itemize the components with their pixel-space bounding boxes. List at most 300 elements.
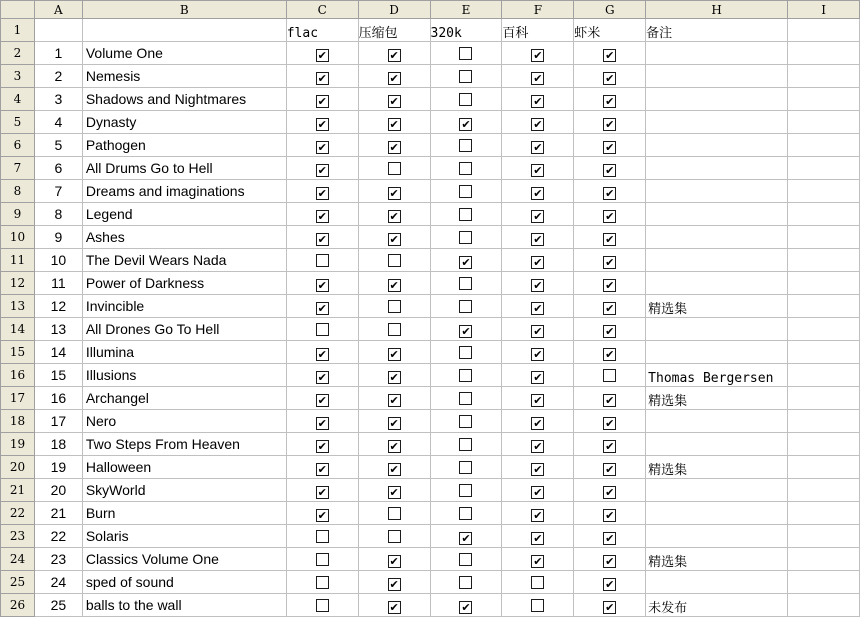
column-header-f[interactable]: F <box>502 1 574 19</box>
cell-d <box>358 433 430 456</box>
row-header[interactable]: 25 <box>1 571 35 594</box>
checkbox-checked[interactable]: ✔ <box>389 578 399 591</box>
checkbox-checked[interactable]: ✔ <box>389 72 399 85</box>
album-number[interactable]: 24 <box>34 571 82 594</box>
checkbox-checked[interactable]: ✔ <box>605 325 615 338</box>
checkbox-checked[interactable]: ✔ <box>389 371 399 384</box>
checkbox-checked[interactable]: ✔ <box>605 210 615 223</box>
album-name[interactable]: Halloween <box>82 456 286 479</box>
checkbox-checked[interactable]: ✔ <box>605 486 615 499</box>
checkbox-checked[interactable]: ✔ <box>317 279 327 292</box>
column-header-g[interactable]: G <box>574 1 646 19</box>
checkbox-checked[interactable]: ✔ <box>461 325 471 338</box>
row-header[interactable]: 18 <box>1 410 35 433</box>
album-number[interactable]: 5 <box>34 134 82 157</box>
cell-c <box>286 295 358 318</box>
album-name[interactable]: All Drums Go to Hell <box>82 157 286 180</box>
empty-cell[interactable] <box>788 134 860 157</box>
empty-cell[interactable] <box>788 364 860 387</box>
checkbox-checked[interactable]: ✔ <box>533 463 543 476</box>
album-number[interactable]: 20 <box>34 479 82 502</box>
checkbox-checked[interactable]: ✔ <box>389 95 399 108</box>
checkbox-unchecked[interactable] <box>316 254 329 267</box>
checkbox-unchecked[interactable] <box>459 576 472 589</box>
album-name[interactable]: Archangel <box>82 387 286 410</box>
checkbox-checked[interactable]: ✔ <box>317 141 327 154</box>
checkbox-checked[interactable]: ✔ <box>389 141 399 154</box>
notes-cell[interactable] <box>646 571 788 594</box>
checkbox-checked[interactable]: ✔ <box>317 95 327 108</box>
album-number[interactable]: 4 <box>34 111 82 134</box>
checkbox-checked[interactable]: ✔ <box>605 49 615 62</box>
album-number[interactable]: 8 <box>34 203 82 226</box>
checkbox-checked[interactable]: ✔ <box>605 141 615 154</box>
checkbox-checked[interactable]: ✔ <box>389 417 399 430</box>
empty-cell[interactable] <box>788 594 860 617</box>
empty-cell[interactable] <box>788 410 860 433</box>
album-number[interactable]: 19 <box>34 456 82 479</box>
album-number[interactable]: 6 <box>34 157 82 180</box>
row-header[interactable]: 5 <box>1 111 35 134</box>
notes-cell[interactable] <box>646 410 788 433</box>
empty-cell[interactable] <box>788 203 860 226</box>
cell-e <box>430 479 502 502</box>
table-row <box>1 180 860 203</box>
checkbox-checked[interactable]: ✔ <box>533 440 543 453</box>
row-header[interactable]: 26 <box>1 594 35 617</box>
cell-c <box>286 479 358 502</box>
checkbox-checked[interactable]: ✔ <box>533 302 543 315</box>
checkbox-checked[interactable]: ✔ <box>389 187 399 200</box>
checkbox-checked[interactable]: ✔ <box>533 509 543 522</box>
checkbox-unchecked[interactable] <box>459 553 472 566</box>
checkbox-checked[interactable]: ✔ <box>605 509 615 522</box>
album-name[interactable]: Legend <box>82 203 286 226</box>
cell-f <box>502 134 574 157</box>
empty-cell[interactable] <box>788 88 860 111</box>
row-header[interactable]: 17 <box>1 387 35 410</box>
album-name[interactable]: Power of Darkness <box>82 272 286 295</box>
row-header[interactable]: 10 <box>1 226 35 249</box>
checkbox-unchecked[interactable] <box>459 93 472 106</box>
cell-c <box>286 433 358 456</box>
album-number[interactable]: 14 <box>34 341 82 364</box>
checkbox-checked[interactable]: ✔ <box>605 601 615 614</box>
album-number[interactable]: 2 <box>34 65 82 88</box>
notes-cell[interactable] <box>646 111 788 134</box>
checkbox-unchecked[interactable] <box>531 576 544 589</box>
album-name[interactable]: Classics Volume One <box>82 548 286 571</box>
checkbox-checked[interactable]: ✔ <box>533 555 543 568</box>
checkbox-unchecked[interactable] <box>459 139 472 152</box>
checkbox-unchecked[interactable] <box>388 254 401 267</box>
album-number[interactable]: 17 <box>34 410 82 433</box>
row-header[interactable]: 15 <box>1 341 35 364</box>
notes-cell[interactable] <box>646 318 788 341</box>
empty-cell[interactable] <box>788 249 860 272</box>
notes-cell[interactable]: 精选集 <box>646 456 788 479</box>
cell-d <box>358 295 430 318</box>
checkbox-checked[interactable]: ✔ <box>533 417 543 430</box>
checkbox-checked[interactable]: ✔ <box>533 256 543 269</box>
column-header-a[interactable]: A <box>34 1 82 19</box>
album-number[interactable]: 10 <box>34 249 82 272</box>
checkbox-unchecked[interactable] <box>459 484 472 497</box>
checkbox-checked[interactable]: ✔ <box>605 95 615 108</box>
album-number[interactable]: 13 <box>34 318 82 341</box>
checkbox-checked[interactable]: ✔ <box>605 463 615 476</box>
row-header[interactable]: 21 <box>1 479 35 502</box>
row-header[interactable]: 23 <box>1 525 35 548</box>
checkbox-checked[interactable]: ✔ <box>605 578 615 591</box>
column-header-b[interactable]: B <box>82 1 286 19</box>
checkbox-checked[interactable]: ✔ <box>605 532 615 545</box>
row-header[interactable]: 20 <box>1 456 35 479</box>
album-number[interactable]: 18 <box>34 433 82 456</box>
cell-e <box>430 410 502 433</box>
notes-cell[interactable]: 精选集 <box>646 548 788 571</box>
checkbox-checked[interactable]: ✔ <box>533 187 543 200</box>
row-header[interactable]: 2 <box>1 42 35 65</box>
notes-cell[interactable] <box>646 157 788 180</box>
album-name[interactable]: Ashes <box>82 226 286 249</box>
checkbox-checked[interactable]: ✔ <box>317 509 327 522</box>
column-header-c[interactable]: C <box>286 1 358 19</box>
checkbox-checked[interactable]: ✔ <box>389 348 399 361</box>
cell-d <box>358 88 430 111</box>
album-number[interactable]: 21 <box>34 502 82 525</box>
checkbox-checked[interactable]: ✔ <box>605 417 615 430</box>
checkbox-checked[interactable]: ✔ <box>317 164 327 177</box>
cell-g <box>574 594 646 617</box>
checkbox-unchecked[interactable] <box>316 576 329 589</box>
row-header[interactable]: 24 <box>1 548 35 571</box>
album-name[interactable]: Two Steps From Heaven <box>82 433 286 456</box>
checkbox-checked[interactable]: ✔ <box>533 49 543 62</box>
empty-cell[interactable] <box>788 571 860 594</box>
notes-cell[interactable] <box>646 249 788 272</box>
checkbox-checked[interactable]: ✔ <box>317 118 327 131</box>
empty-cell[interactable] <box>788 226 860 249</box>
notes-cell[interactable] <box>646 180 788 203</box>
album-name[interactable]: All Drones Go To Hell <box>82 318 286 341</box>
checkbox-checked[interactable]: ✔ <box>605 164 615 177</box>
header-baike[interactable]: 百科 <box>502 19 574 42</box>
checkbox-checked[interactable]: ✔ <box>605 118 615 131</box>
empty-cell[interactable] <box>788 180 860 203</box>
checkbox-checked[interactable]: ✔ <box>317 417 327 430</box>
checkbox-checked[interactable]: ✔ <box>389 486 399 499</box>
notes-cell[interactable] <box>646 42 788 65</box>
row-header[interactable]: 9 <box>1 203 35 226</box>
cell-c <box>286 571 358 594</box>
checkbox-unchecked[interactable] <box>459 461 472 474</box>
checkbox-checked[interactable]: ✔ <box>389 601 399 614</box>
checkbox-unchecked[interactable] <box>459 507 472 520</box>
album-number[interactable]: 9 <box>34 226 82 249</box>
cell-f <box>502 456 574 479</box>
notes-cell[interactable] <box>646 479 788 502</box>
empty-cell[interactable] <box>788 525 860 548</box>
notes-cell[interactable]: 未发布 <box>646 594 788 617</box>
checkbox-checked[interactable]: ✔ <box>533 141 543 154</box>
checkbox-checked[interactable]: ✔ <box>389 440 399 453</box>
checkbox-checked[interactable]: ✔ <box>461 118 471 131</box>
checkbox-checked[interactable]: ✔ <box>389 210 399 223</box>
notes-cell[interactable] <box>646 226 788 249</box>
empty-cell[interactable] <box>788 387 860 410</box>
checkbox-checked[interactable]: ✔ <box>533 532 543 545</box>
checkbox-checked[interactable]: ✔ <box>533 72 543 85</box>
checkbox-unchecked[interactable] <box>459 369 472 382</box>
empty-cell[interactable] <box>788 548 860 571</box>
row-header[interactable]: 6 <box>1 134 35 157</box>
checkbox-checked[interactable]: ✔ <box>389 555 399 568</box>
cell-e <box>430 88 502 111</box>
header-320k[interactable]: 320k <box>430 19 502 42</box>
checkbox-unchecked[interactable] <box>459 346 472 359</box>
empty-cell[interactable] <box>788 42 860 65</box>
row-header[interactable]: 22 <box>1 502 35 525</box>
checkbox-unchecked[interactable] <box>459 47 472 60</box>
checkbox-unchecked[interactable] <box>459 415 472 428</box>
checkbox-unchecked[interactable] <box>459 70 472 83</box>
album-name[interactable]: Nemesis <box>82 65 286 88</box>
header-archive[interactable]: 压缩包 <box>358 19 430 42</box>
empty-cell[interactable] <box>788 272 860 295</box>
cell-g <box>574 456 646 479</box>
album-number[interactable]: 3 <box>34 88 82 111</box>
header-notes[interactable]: 备注 <box>646 19 788 42</box>
checkbox-checked[interactable]: ✔ <box>605 233 615 246</box>
checkbox-checked[interactable]: ✔ <box>389 279 399 292</box>
row-header[interactable]: 16 <box>1 364 35 387</box>
cell-b1[interactable] <box>82 19 286 42</box>
checkbox-unchecked[interactable] <box>459 162 472 175</box>
checkbox-checked[interactable]: ✔ <box>533 394 543 407</box>
album-name[interactable]: Illusions <box>82 364 286 387</box>
notes-cell[interactable] <box>646 341 788 364</box>
checkbox-checked[interactable]: ✔ <box>533 233 543 246</box>
row-header[interactable]: 11 <box>1 249 35 272</box>
notes-cell[interactable] <box>646 134 788 157</box>
select-all-corner[interactable] <box>1 1 35 19</box>
notes-cell[interactable] <box>646 65 788 88</box>
checkbox-checked[interactable]: ✔ <box>389 463 399 476</box>
notes-cell[interactable] <box>646 525 788 548</box>
checkbox-checked[interactable]: ✔ <box>533 164 543 177</box>
checkbox-unchecked[interactable] <box>388 530 401 543</box>
checkbox-unchecked[interactable] <box>459 392 472 405</box>
album-number[interactable]: 22 <box>34 525 82 548</box>
empty-cell[interactable] <box>788 157 860 180</box>
album-number[interactable]: 7 <box>34 180 82 203</box>
checkbox-unchecked[interactable] <box>316 323 329 336</box>
checkbox-checked[interactable]: ✔ <box>317 486 327 499</box>
empty-cell[interactable] <box>788 65 860 88</box>
album-name[interactable]: Illumina <box>82 341 286 364</box>
header-flac[interactable]: flac <box>286 19 358 42</box>
cell-c <box>286 364 358 387</box>
album-name[interactable]: Solaris <box>82 525 286 548</box>
empty-cell[interactable] <box>788 341 860 364</box>
cell-e <box>430 134 502 157</box>
checkbox-checked[interactable]: ✔ <box>317 72 327 85</box>
album-name[interactable]: Invincible <box>82 295 286 318</box>
cell-e <box>430 387 502 410</box>
empty-cell[interactable] <box>788 295 860 318</box>
checkbox-checked[interactable]: ✔ <box>461 256 471 269</box>
row-header[interactable]: 13 <box>1 295 35 318</box>
header-xiami[interactable]: 虾米 <box>574 19 646 42</box>
cell-d <box>358 134 430 157</box>
checkbox-unchecked[interactable] <box>531 599 544 612</box>
checkbox-checked[interactable]: ✔ <box>317 371 327 384</box>
cell-g <box>574 318 646 341</box>
checkbox-checked[interactable]: ✔ <box>389 394 399 407</box>
row-header[interactable]: 12 <box>1 272 35 295</box>
checkbox-unchecked[interactable] <box>388 507 401 520</box>
album-name[interactable]: sped of sound <box>82 571 286 594</box>
checkbox-checked[interactable]: ✔ <box>605 555 615 568</box>
album-number[interactable]: 16 <box>34 387 82 410</box>
empty-cell[interactable] <box>788 479 860 502</box>
checkbox-unchecked[interactable] <box>459 185 472 198</box>
checkbox-checked[interactable]: ✔ <box>605 279 615 292</box>
cell-d <box>358 364 430 387</box>
cell-f <box>502 594 574 617</box>
table-row <box>1 134 860 157</box>
checkbox-checked[interactable]: ✔ <box>605 256 615 269</box>
checkbox-unchecked[interactable] <box>459 231 472 244</box>
album-name[interactable]: Dynasty <box>82 111 286 134</box>
album-name[interactable]: Dreams and imaginations <box>82 180 286 203</box>
checkbox-unchecked[interactable] <box>459 208 472 221</box>
checkbox-checked[interactable]: ✔ <box>533 486 543 499</box>
checkbox-checked[interactable]: ✔ <box>317 394 327 407</box>
cell-d <box>358 249 430 272</box>
checkbox-checked[interactable]: ✔ <box>605 440 615 453</box>
checkbox-checked[interactable]: ✔ <box>317 348 327 361</box>
album-name[interactable]: balls to the wall <box>82 594 286 617</box>
checkbox-unchecked[interactable] <box>316 599 329 612</box>
album-number[interactable]: 23 <box>34 548 82 571</box>
cell-c <box>286 525 358 548</box>
checkbox-checked[interactable]: ✔ <box>317 440 327 453</box>
checkbox-unchecked[interactable] <box>388 162 401 175</box>
column-header-e[interactable]: E <box>430 1 502 19</box>
cell-a1[interactable] <box>34 19 82 42</box>
empty-cell[interactable] <box>788 456 860 479</box>
checkbox-checked[interactable]: ✔ <box>605 394 615 407</box>
checkbox-unchecked[interactable] <box>388 323 401 336</box>
row-header[interactable]: 14 <box>1 318 35 341</box>
album-number[interactable]: 11 <box>34 272 82 295</box>
row-header[interactable]: 8 <box>1 180 35 203</box>
album-name[interactable]: The Devil Wears Nada <box>82 249 286 272</box>
notes-cell[interactable]: 精选集 <box>646 295 788 318</box>
album-number[interactable]: 1 <box>34 42 82 65</box>
checkbox-checked[interactable]: ✔ <box>605 348 615 361</box>
checkbox-checked[interactable]: ✔ <box>605 302 615 315</box>
checkbox-checked[interactable]: ✔ <box>533 325 543 338</box>
album-number[interactable]: 12 <box>34 295 82 318</box>
row-header-1[interactable]: 1 <box>1 19 35 42</box>
column-header-i[interactable]: I <box>788 1 860 19</box>
checkbox-checked[interactable]: ✔ <box>533 371 543 384</box>
checkbox-unchecked[interactable] <box>459 300 472 313</box>
empty-cell[interactable] <box>788 318 860 341</box>
checkbox-checked[interactable]: ✔ <box>317 49 327 62</box>
row-header[interactable]: 3 <box>1 65 35 88</box>
album-name[interactable]: SkyWorld <box>82 479 286 502</box>
checkbox-checked[interactable]: ✔ <box>605 187 615 200</box>
album-name[interactable]: Shadows and Nightmares <box>82 88 286 111</box>
checkbox-unchecked[interactable] <box>316 553 329 566</box>
empty-cell[interactable] <box>788 502 860 525</box>
row-header[interactable]: 4 <box>1 88 35 111</box>
cell-f <box>502 42 574 65</box>
checkbox-unchecked[interactable] <box>459 277 472 290</box>
checkbox-checked[interactable]: ✔ <box>605 72 615 85</box>
album-number[interactable]: 15 <box>34 364 82 387</box>
empty-cell[interactable] <box>788 111 860 134</box>
checkbox-checked[interactable]: ✔ <box>317 210 327 223</box>
row-header[interactable]: 7 <box>1 157 35 180</box>
notes-cell[interactable] <box>646 88 788 111</box>
notes-cell[interactable] <box>646 433 788 456</box>
checkbox-checked[interactable]: ✔ <box>461 532 471 545</box>
cell-i1[interactable] <box>788 19 860 42</box>
cell-c <box>286 88 358 111</box>
checkbox-unchecked[interactable] <box>603 369 616 382</box>
album-name[interactable]: Nero <box>82 410 286 433</box>
album-name[interactable]: Volume One <box>82 42 286 65</box>
notes-cell[interactable] <box>646 502 788 525</box>
empty-cell[interactable] <box>788 433 860 456</box>
checkbox-checked[interactable]: ✔ <box>389 49 399 62</box>
cell-c <box>286 341 358 364</box>
notes-cell[interactable] <box>646 272 788 295</box>
table-row <box>1 456 860 479</box>
checkbox-checked[interactable]: ✔ <box>389 118 399 131</box>
checkbox-checked[interactable]: ✔ <box>533 210 543 223</box>
checkbox-checked[interactable]: ✔ <box>533 95 543 108</box>
checkbox-checked[interactable]: ✔ <box>533 279 543 292</box>
notes-cell[interactable] <box>646 203 788 226</box>
album-name[interactable]: Pathogen <box>82 134 286 157</box>
checkbox-checked[interactable]: ✔ <box>389 233 399 246</box>
column-header-d[interactable]: D <box>358 1 430 19</box>
checkbox-checked[interactable]: ✔ <box>533 118 543 131</box>
checkbox-unchecked[interactable] <box>388 300 401 313</box>
checkbox-unchecked[interactable] <box>316 530 329 543</box>
checkbox-checked[interactable]: ✔ <box>317 233 327 246</box>
checkbox-checked[interactable]: ✔ <box>461 601 471 614</box>
notes-cell[interactable]: 精选集 <box>646 387 788 410</box>
checkbox-checked[interactable]: ✔ <box>317 302 327 315</box>
album-name[interactable]: Burn <box>82 502 286 525</box>
row-header[interactable]: 19 <box>1 433 35 456</box>
checkbox-unchecked[interactable] <box>459 438 472 451</box>
cell-d <box>358 410 430 433</box>
checkbox-checked[interactable]: ✔ <box>317 187 327 200</box>
checkbox-checked[interactable]: ✔ <box>317 463 327 476</box>
notes-cell[interactable]: Thomas Bergersen <box>646 364 788 387</box>
column-header-h[interactable]: H <box>646 1 788 19</box>
album-number[interactable]: 25 <box>34 594 82 617</box>
checkbox-checked[interactable]: ✔ <box>533 348 543 361</box>
